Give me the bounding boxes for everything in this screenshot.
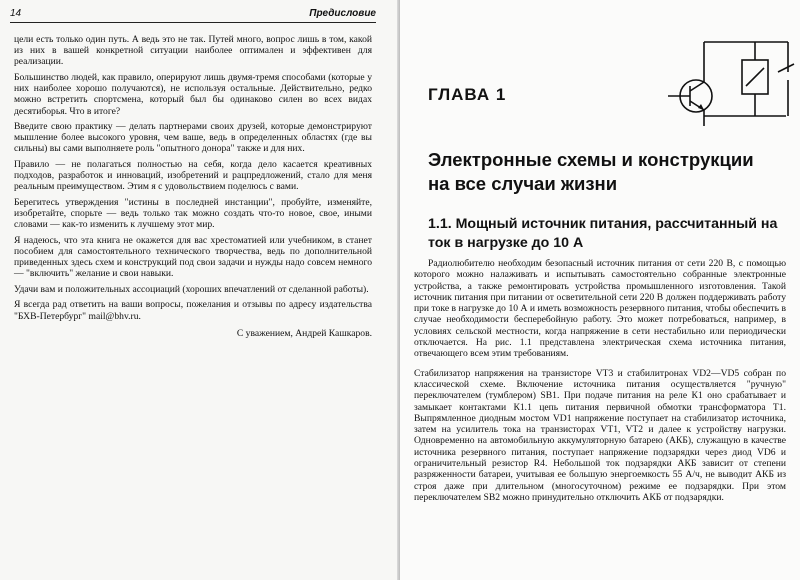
paragraph: Я всегда рад ответить на ваши вопросы, пожелания и отзывы по адресу издательства "БХВ-Петербург" mail@bhv.ru. bbox=[14, 299, 372, 322]
paragraph: Большинство людей, как правило, оперируют лишь двумя-тремя способами (которые у них наиболее хорошо получаются), не используя остальные. Действительно, редко можно встретить спортсмена, который был бы одинаково силен во всех видах десятиборья. Что в итоге? bbox=[14, 71, 372, 117]
running-head-title: Предисловие bbox=[309, 8, 376, 19]
signature: С уважением, Андрей Кашкаров. bbox=[236, 327, 372, 339]
section-title: 1.1. Мощный источник питания, рассчитанный на ток в нагрузке до 10 А bbox=[428, 216, 778, 251]
paragraph: Берегитесь утверждения "истины в последней инстанции", пробуйте, изменяйте, изобретайте, спорьте — ведь только так можно создать что-то новое, свое, иными словами — как-то изменить к лучшему этот мир. bbox=[14, 196, 372, 231]
chapter-label: ГЛАВА 1 bbox=[428, 85, 507, 104]
paragraph: Стабилизатор напряжения на транзисторе VT3 и стабилитронах VD2—VD5 собран по классической схеме. Включение источника питания осуществляется "ручную" переключателем (тумблером) SB1. При подаче питания на реле К1 оно срабатывает и замыкает контактами К1.1 цепь питания первичной обмотки трансформатора Т1. Выпрямленное диодным мостом VD1 напряжение поступает на стабилизатор источника, затем на усилитель тока на транзисторах VT1, VT2 и далее к устройству нагрузки. Одновременно на автомобильную аккумуляторную батарею (АКБ), служащую в качестве источника резервного питания, поступает напряжение подзарядки через диод VD6 и ограничительный резистор R4. Небольшой ток подзарядки АКБ зависит от степени разряженности батареи, учитывая ее большую энергоемкость 55 А/ч, не выводит АКБ из строя даже при длительном (многосуточном) режиме ее подзарядки. При этом переключателем SB2 можно принудительно отключить АКБ от подзарядки. bbox=[414, 367, 786, 503]
chapter-title: Электронные схемы и конструкции на все случаи жизни bbox=[428, 149, 754, 194]
paragraph: Правило — не полагаться полностью на себя, когда дело касается креативных подходов, разработок и инноваций, изобретений и рацпредложений, стало для меня реальным преимуществом. Этим я с удовольствием поделюсь с вами. bbox=[14, 158, 372, 193]
paragraph: цели есть только один путь. А ведь это не так. Путей много, вопрос лишь в том, какой из них в вашей конкретной ситуации наиболее оптимален и эффективен для реализации. bbox=[14, 34, 372, 68]
running-head bbox=[10, 8, 376, 23]
right-page-text bbox=[414, 258, 786, 511]
page-number: 14 bbox=[10, 8, 22, 19]
paragraph: Я надеюсь, что эта книга не окажется для вас хрестоматией или учебником, в станет пособием для самостоятельного технического творчества, ведь по дополнительной приведенных здесь схем и конструкций под свои задачи и нужды надо совсем немного — "включить" желание и свои навыки. bbox=[14, 234, 372, 280]
transistor-schematic-icon bbox=[656, 20, 796, 130]
left-page-text bbox=[14, 34, 372, 343]
paragraph: Радиолюбителю необходим безопасный источник питания от сети 220 В, с помощью которого можно налаживать и испытывать самостоятельно собранные электронные устройства, а также ремонтировать устройства промышленного изготовления. Такой источник питания при питании от осветительной сети 220 В должен поддерживать работу при токе в нагрузке до 10 А и иметь возможность резервного питания, чтобы обеспечить в случае необходимости бесперебойную работу. Это может потребоваться, например, в условиях сельской местности, когда напряжение в сети нестабильно или периодически отключается. На рис. 1.1 представлена электрическая схема источника питания, отвечающего всем этим требованиям. bbox=[414, 258, 786, 360]
paragraph: Введите свою практику — делать партнерами своих друзей, которые демонстрируют мышление более высокого уровня, чем ваше, ведь в определенных областях (где вы сильны) вы сами выполняете роль "опытного донора" также и для них. bbox=[14, 121, 372, 155]
right-page bbox=[400, 0, 800, 580]
paragraph: Удачи вам и положительных ассоциаций (хороших впечатлений от сделанной работы). bbox=[14, 283, 369, 295]
